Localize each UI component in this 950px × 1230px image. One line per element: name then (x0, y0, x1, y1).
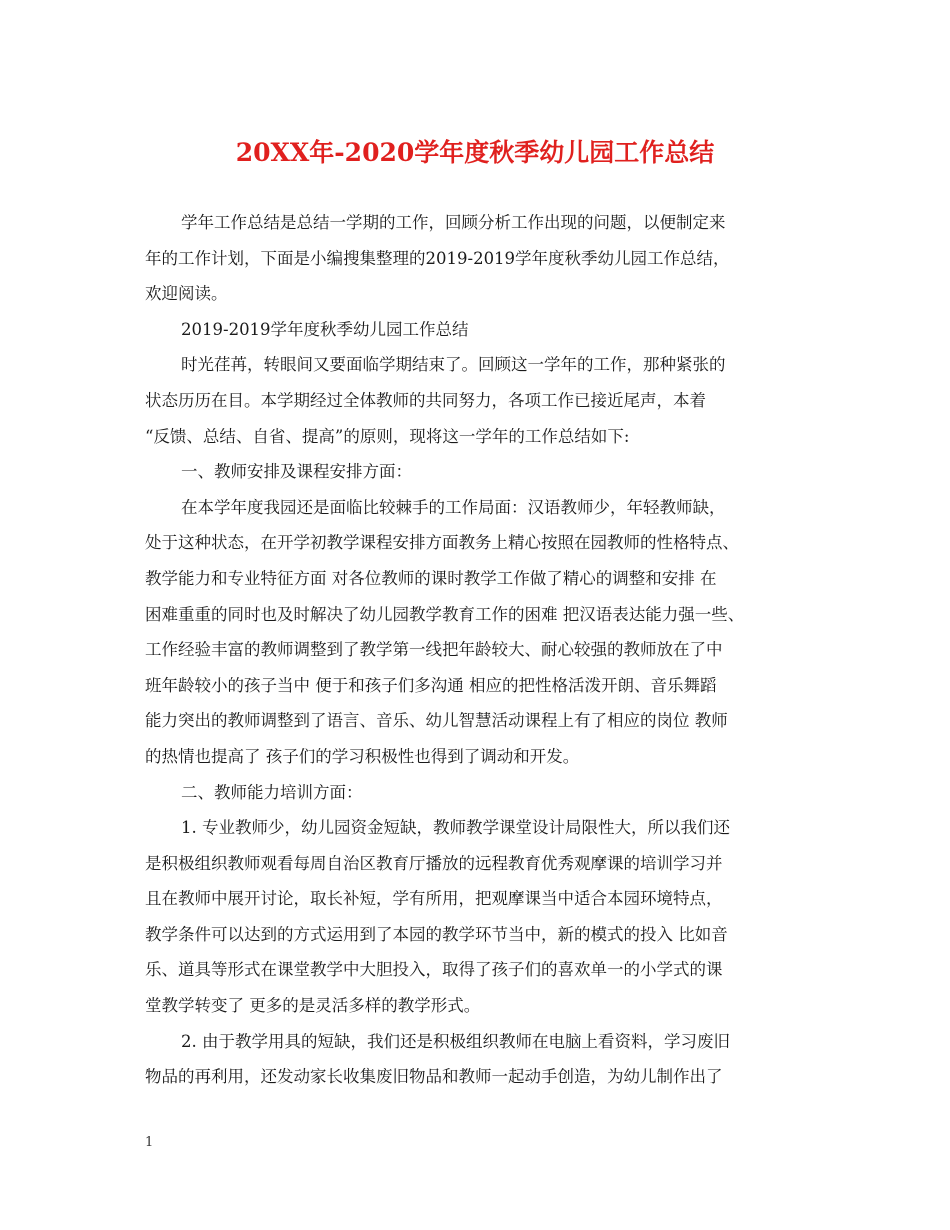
text-line: 学年工作总结是总结一学期的工作，回顾分析工作出现的问题，以便制定来 (181, 213, 726, 232)
text-line: 2019-2019学年度秋季幼儿园工作总结 (181, 319, 469, 339)
text-line: “反馈、总结、自省、提高”的原则，现将这一学年的工作总结如下: (145, 426, 630, 446)
text-line: 堂教学转变了 更多的是灵活多样的教学形式。 (145, 996, 481, 1016)
text-line: 乐、道具等形式在课堂教学中大胆投入，取得了孩子们的喜欢单一的小学式的课 (145, 960, 723, 980)
document-body (145, 205, 825, 1095)
text-line: 二、教师能力培训方面： (181, 782, 363, 802)
text-line: 班年龄较小的孩子当中 便于和孩子们多沟通 相应的把性格活泼开朗、音乐舞蹈 (145, 675, 717, 695)
text-line: 工作经验丰富的教师调整到了教学第一线把年龄较大、耐心较强的教师放在了中 (145, 640, 723, 660)
text-line: 2. 由于教学用具的短缺，我们还是积极组织教师在电脑上看资料，学习废旧 (181, 1031, 730, 1051)
text-line: 1. 专业教师少，幼儿园资金短缺，教师教学课堂设计局限性大，所以我们还 (181, 818, 730, 838)
document-title: 20XX年-2020学年度秋季幼儿园工作总结 (235, 138, 715, 167)
text-line: 教学条件可以达到的方式运用到了本园的教学环节当中，新的模式的投入 比如音 (145, 924, 728, 944)
text-line: 教学能力和专业特征方面 对各位教师的课时教学工作做了精心的调整和安排 在 (145, 568, 717, 588)
text-line: 物品的再利用，还发动家长收集废旧物品和教师一起动手创造，为幼儿制作出了 (145, 1067, 723, 1087)
text-line: 在本学年度我园还是面临比较棘手的工作局面：汉语教师少，年轻教师缺， (181, 497, 726, 517)
text-line: 状态历历在目。本学期经过全体教师的共同努力，各项工作已接近尾声，本着 (145, 390, 706, 410)
text-line: 年的工作计划，下面是小编搜集整理的2019-2019学年度秋季幼儿园工作总结， (145, 248, 730, 268)
text-line: 的热情也提高了 孩子们的学习积极性也得到了调动和开发。 (145, 746, 580, 766)
text-line: 能力突出的教师调整到了语言、音乐、幼儿智慧活动课程上有了相应的岗位 教师 (145, 711, 728, 731)
text-line: 一、教师安排及课程安排方面： (181, 462, 412, 482)
text-line: 欢迎阅读。 (145, 284, 228, 304)
text-line: 时光荏苒，转眼间又要面临学期结束了。回顾这一学年的工作，那种紧张的 (181, 355, 726, 375)
text-line: 是积极组织教师观看每周自治区教育厅播放的远程教育优秀观摩课的培训学习并 (145, 853, 723, 873)
text-line: 困难重重的同时也及时解决了幼儿园教学教育工作的困难 把汉语表达能力强一些、 (145, 604, 745, 624)
page-number: 1 (145, 1135, 154, 1150)
text-line: 且在教师中展开讨论，取长补短，学有所用，把观摩课当中适合本园环境特点， (145, 889, 723, 909)
text-line: 处于这种状态，在开学初教学课程安排方面教务上精心按照在园教师的性格特点、 (145, 533, 739, 553)
